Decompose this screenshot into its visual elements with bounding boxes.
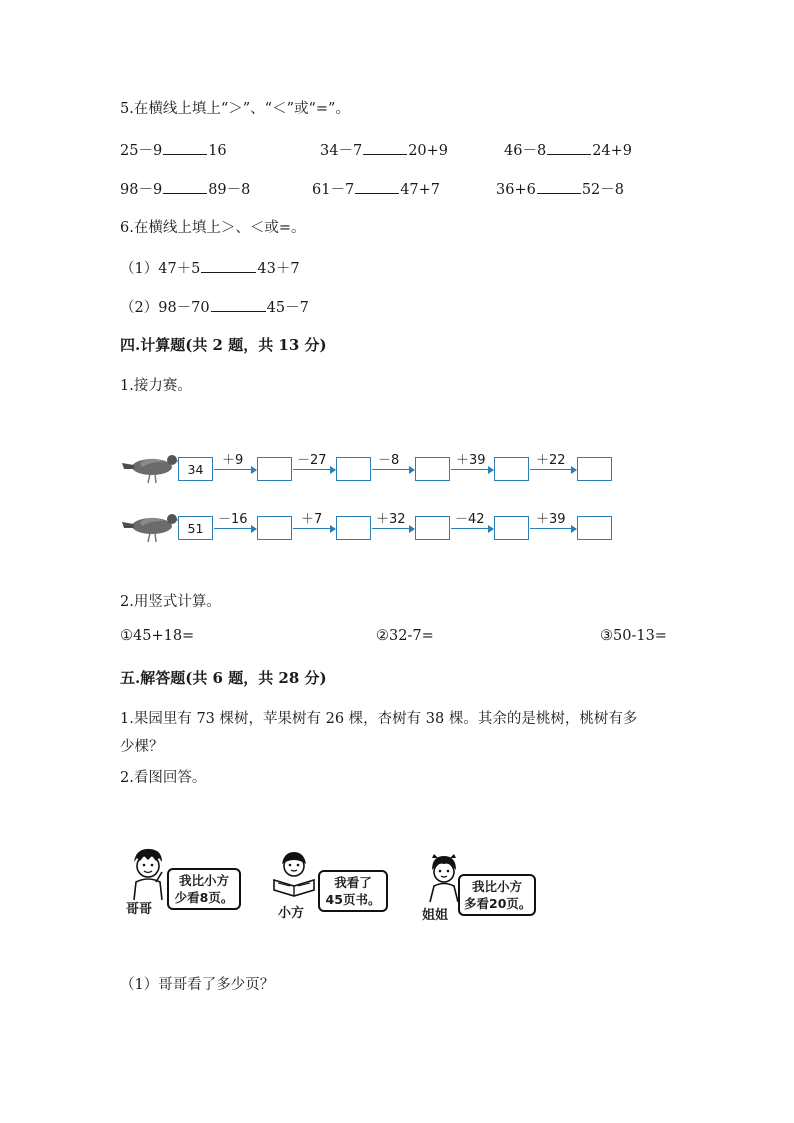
answer-blank[interactable] bbox=[547, 142, 591, 155]
answer-box[interactable] bbox=[577, 516, 612, 540]
expr-left: 34－7 bbox=[320, 143, 363, 159]
expr-right: 16 bbox=[208, 143, 227, 159]
orchard-question-line1: 1.果园里有 73 棵树，苹果树有 26 棵，杏树有 38 棵。其余的是桃树，桃树有多 bbox=[120, 711, 638, 727]
answer-blank[interactable] bbox=[163, 181, 207, 194]
expr-left: 61－7 bbox=[312, 182, 355, 198]
speech-line: 少看8页。 bbox=[174, 890, 234, 905]
answer-box[interactable] bbox=[494, 516, 529, 540]
arrow bbox=[451, 469, 493, 470]
expr-left: 36+6 bbox=[496, 182, 536, 198]
speech-line: 我比小方 bbox=[178, 873, 229, 888]
pigeon-icon bbox=[122, 506, 180, 546]
operation-label: ＋32 bbox=[376, 512, 406, 527]
speech-line: 多看20页。 bbox=[464, 896, 532, 911]
arrow bbox=[214, 469, 256, 470]
start-box: 51 bbox=[178, 516, 213, 540]
answer-blank[interactable] bbox=[363, 142, 407, 155]
operation-label: －8 bbox=[378, 453, 400, 468]
expr-left: 46－8 bbox=[504, 143, 547, 159]
speech-line: 我比小方 bbox=[471, 879, 522, 894]
expr-right: 43＋7 bbox=[257, 261, 300, 277]
pigeon-icon bbox=[122, 447, 180, 487]
expr-left: 25－9 bbox=[120, 143, 163, 159]
boy-reading-icon bbox=[270, 850, 318, 900]
operation-label: ＋7 bbox=[301, 512, 323, 527]
operation-label: －42 bbox=[455, 512, 485, 527]
expr-right: 47+7 bbox=[400, 182, 441, 198]
answer-box[interactable] bbox=[336, 457, 371, 481]
operation-label: ＋22 bbox=[536, 453, 566, 468]
relay-title: 1.接力赛。 bbox=[120, 378, 192, 394]
sub-question-1: （1）哥哥看了多少页？ bbox=[120, 977, 275, 993]
speech-line: 我看了 bbox=[334, 875, 372, 890]
person-xiaofang bbox=[268, 848, 392, 928]
arrow bbox=[372, 528, 414, 529]
vertical-calc-title: 2.用竖式计算。 bbox=[120, 594, 221, 610]
answer-blank[interactable] bbox=[355, 181, 399, 194]
q6-title: 6.在横线上填上＞、＜或=。 bbox=[120, 220, 306, 236]
boy-figure-icon bbox=[126, 846, 170, 902]
section4-title: 四.计算题(共 2 题，共 13 分) bbox=[120, 336, 327, 354]
person-name: 姐姐 bbox=[422, 908, 449, 923]
person-name: 哥哥 bbox=[126, 902, 153, 917]
answer-box[interactable] bbox=[257, 516, 292, 540]
answer-box[interactable] bbox=[415, 457, 450, 481]
section5-title: 五.解答题(共 6 题，共 28 分) bbox=[120, 669, 327, 687]
answer-box[interactable] bbox=[257, 457, 292, 481]
person-name: 小方 bbox=[278, 906, 305, 921]
arrow bbox=[530, 528, 576, 529]
start-box: 34 bbox=[178, 457, 213, 481]
answer-blank[interactable] bbox=[163, 142, 207, 155]
answer-box[interactable] bbox=[577, 457, 612, 481]
arrow bbox=[293, 528, 335, 529]
vertical-calc-item-3: ③50-13= bbox=[600, 628, 667, 644]
arrow bbox=[372, 469, 414, 470]
answer-blank[interactable] bbox=[201, 260, 256, 273]
operation-label: ＋9 bbox=[222, 453, 244, 468]
answer-box[interactable] bbox=[494, 457, 529, 481]
item-label: （2）98－70 bbox=[120, 300, 210, 316]
orchard-question-line2: 少棵？ bbox=[120, 739, 164, 755]
q5-item-2 bbox=[320, 139, 448, 160]
picture-question-title: 2.看图回答。 bbox=[120, 770, 207, 786]
answer-box[interactable] bbox=[336, 516, 371, 540]
arrow bbox=[530, 469, 576, 470]
answer-blank[interactable] bbox=[537, 181, 581, 194]
q5-item-5 bbox=[312, 178, 440, 199]
expr-left: 98－9 bbox=[120, 182, 163, 198]
arrow bbox=[293, 469, 335, 470]
arrow bbox=[451, 528, 493, 529]
q6-item-2 bbox=[120, 296, 309, 317]
operation-label: －27 bbox=[297, 453, 327, 468]
operation-label: ＋39 bbox=[536, 512, 566, 527]
speech-bubble bbox=[167, 868, 241, 910]
vertical-calc-item-1: ①45+18= bbox=[120, 628, 195, 644]
expr-right: 24+9 bbox=[592, 143, 633, 159]
person-jiejie bbox=[420, 852, 544, 932]
arrow bbox=[214, 528, 256, 529]
vertical-calc-item-2: ②32-7= bbox=[376, 628, 434, 644]
operation-label: ＋39 bbox=[456, 453, 486, 468]
expr-right: 89－8 bbox=[208, 182, 251, 198]
speech-bubble bbox=[318, 870, 388, 912]
person-gege bbox=[124, 844, 244, 924]
q6-item-1 bbox=[120, 257, 300, 278]
expr-right: 20+9 bbox=[408, 143, 449, 159]
operation-label: －16 bbox=[218, 512, 248, 527]
item-label: （1）47＋5 bbox=[120, 261, 201, 277]
answer-box[interactable] bbox=[415, 516, 450, 540]
relay-chain-2 bbox=[120, 504, 620, 564]
expr-right: 52－8 bbox=[581, 182, 625, 198]
q5-item-1 bbox=[120, 139, 227, 160]
answer-blank[interactable] bbox=[211, 299, 266, 312]
q5-title: 5.在横线上填上“＞”、“＜”或“=”。 bbox=[120, 101, 350, 117]
relay-chain-1 bbox=[120, 445, 620, 505]
speech-bubble bbox=[458, 874, 536, 916]
speech-line: 45页书。 bbox=[325, 892, 381, 907]
expr-right: 45－7 bbox=[266, 300, 309, 316]
q5-item-6 bbox=[496, 178, 624, 199]
q5-item-4 bbox=[120, 178, 250, 199]
q5-item-3 bbox=[504, 139, 632, 160]
